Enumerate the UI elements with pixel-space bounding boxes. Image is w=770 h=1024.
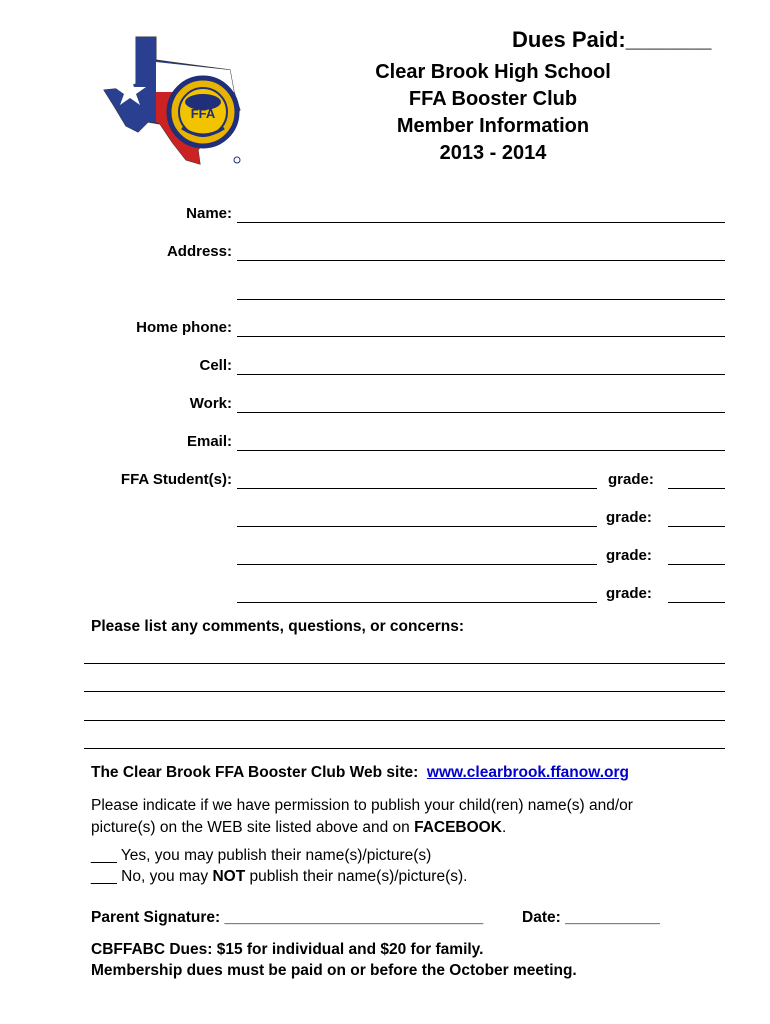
student-line-3[interactable] <box>237 564 597 565</box>
dues-paid-field[interactable]: Dues Paid:_______ <box>512 27 712 52</box>
comments-prompt: Please list any comments, questions, or concerns: <box>91 618 464 635</box>
grade-label: grade: <box>608 471 654 488</box>
permission-yes-option[interactable]: ___ Yes, you may publish their name(s)/picture(s) <box>91 847 432 864</box>
website-link[interactable]: www.clearbrook.ffanow.org <box>426 764 629 781</box>
student-line-1[interactable] <box>237 488 597 489</box>
grade-line-2[interactable] <box>668 526 725 527</box>
students-label: FFA Student(s): <box>120 471 232 488</box>
address-line-1[interactable] <box>237 260 725 261</box>
form-title: Member Information <box>396 115 590 137</box>
address-line-2[interactable] <box>237 299 725 300</box>
name-line[interactable] <box>237 222 725 223</box>
dues-info-2: Membership dues must be paid on or before the October meeting. <box>91 962 577 979</box>
cell-line[interactable] <box>237 374 725 375</box>
grade-line-3[interactable] <box>668 564 725 565</box>
emblem-text: FFA <box>190 106 216 121</box>
name-label: Name: <box>186 205 232 222</box>
home-phone-line[interactable] <box>237 336 725 337</box>
dues-info-1: CBFFABC Dues: $15 for individual and $20 for family. <box>91 941 484 958</box>
club-title: FFA Booster Club <box>408 88 578 110</box>
student-line-4[interactable] <box>237 602 597 603</box>
facebook-text: FACEBOOK <box>414 819 502 836</box>
ffa-texas-logo <box>100 32 250 167</box>
email-label: Email: <box>186 433 232 450</box>
permission-period: . <box>501 819 507 836</box>
grade-label: grade: <box>606 585 652 602</box>
date-field[interactable]: Date: ___________ <box>522 909 660 926</box>
grade-label: grade: <box>606 547 652 564</box>
grade-label: grade: <box>606 509 652 526</box>
no-not-text: NOT <box>212 868 246 885</box>
parent-signature-field[interactable]: Parent Signature: ______________________________ <box>91 909 484 926</box>
ffa-emblem <box>169 78 237 146</box>
comment-line-1[interactable] <box>84 663 725 664</box>
no-prefix: ___ No, you may <box>91 868 213 885</box>
student-line-2[interactable] <box>237 526 597 527</box>
work-line[interactable] <box>237 412 725 413</box>
year-title: 2013 - 2014 <box>439 142 547 164</box>
address-label: Address: <box>166 243 232 260</box>
home-phone-label: Home phone: <box>136 319 232 336</box>
grade-line-4[interactable] <box>668 602 725 603</box>
website-label: The Clear Brook FFA Booster Club Web site: <box>91 764 419 781</box>
permission-text-2 <box>91 819 506 837</box>
comment-line-3[interactable] <box>84 720 725 721</box>
grade-line-1[interactable] <box>668 488 725 489</box>
work-label: Work: <box>189 395 232 412</box>
school-title: Clear Brook High School <box>375 61 611 83</box>
cell-label: Cell: <box>199 357 232 374</box>
permission-no-option[interactable] <box>91 868 467 886</box>
comment-line-2[interactable] <box>84 691 725 692</box>
website-line <box>91 764 629 782</box>
email-line[interactable] <box>237 450 725 451</box>
no-suffix: publish their name(s)/picture(s). <box>245 868 468 885</box>
permission-text-2-main: picture(s) on the WEB site listed above and on <box>91 819 415 836</box>
permission-text-1: Please indicate if we have permission to publish your child(ren) name(s) and/or <box>91 797 633 814</box>
comment-line-4[interactable] <box>84 748 725 749</box>
